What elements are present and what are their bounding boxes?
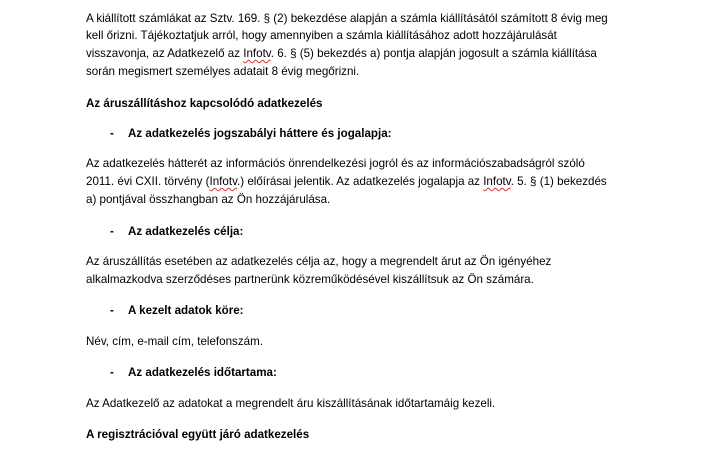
subheading-data-scope: A kezelt adatok köre: [128,304,244,317]
paragraph-purpose-line-1: Az áruszállítás esetében az adatkezelés célja az, hogy a megrendelt árut az Ön igényéhez [86,255,552,268]
paragraph-duration-line-1: Az Adatkezelő az adatokat a megrendelt áru kiszállításának időtartamáig kezeli. [86,397,496,410]
paragraph-legal-line-2 [86,175,607,189]
paragraph-scope-line-1: Név, cím, e-mail cím, telefonszám. [86,335,263,348]
text-segment: visszavonja, az Adatkezelő az [86,47,244,60]
list-dash: - [110,127,114,140]
subheading-purpose: Az adatkezelés célja: [128,225,244,238]
section-heading-registration: A regisztrációval együtt járó adatkezelés [86,428,310,441]
text-segment: 2011. évi CXII. törvény ( [86,175,210,188]
paragraph-legal-line-3: a) pontjával összhangban az Ön hozzájárulása. [86,193,331,206]
paragraph-invoice-line-1: A kiállított számlákat az Sztv. 169. § (2) bekezdése alapján a számla kiállításától számított 8 évig meg [86,12,608,25]
spellcheck-word: Infotv [483,175,511,188]
text-segment: . 6. § (5) bekezdés a) pontja alapján jogosult a számla kiállítása [270,47,597,60]
spellcheck-word: Infotv [243,47,271,60]
list-dash: - [110,304,114,317]
subheading-legal-basis: Az adatkezelés jogszabályi háttere és jogalapja: [128,127,392,140]
spellcheck-word: Infotv [209,175,238,188]
paragraph-purpose-line-2: alkalmazkodva szerződéses partnerünk közreműködésével kiszállítsuk az Ön számára. [86,273,534,286]
list-dash: - [110,366,114,379]
section-heading-shipping: Az áruszállításhoz kapcsolódó adatkezelés [86,97,323,110]
subheading-duration: Az adatkezelés időtartama: [128,366,277,379]
text-segment: .) előírásai jelentik. Az adatkezelés jogalapja az [237,175,484,188]
paragraph-invoice-line-2: kell őrizni. Tájékoztatjuk arról, hogy amennyiben a számla kiállításához adott hozzájárulását [86,29,557,42]
paragraph-invoice-line-3 [86,47,597,61]
list-dash: - [110,225,114,238]
text-segment: . 5. § (1) bekezdés [510,175,607,188]
paragraph-invoice-line-4: során megismert személyes adatait 8 évig megőrizni. [86,65,360,78]
paragraph-legal-line-1: Az adatkezelés hátterét az információs önrendelkezési jogról és az információszabadságról szóló [86,157,585,170]
